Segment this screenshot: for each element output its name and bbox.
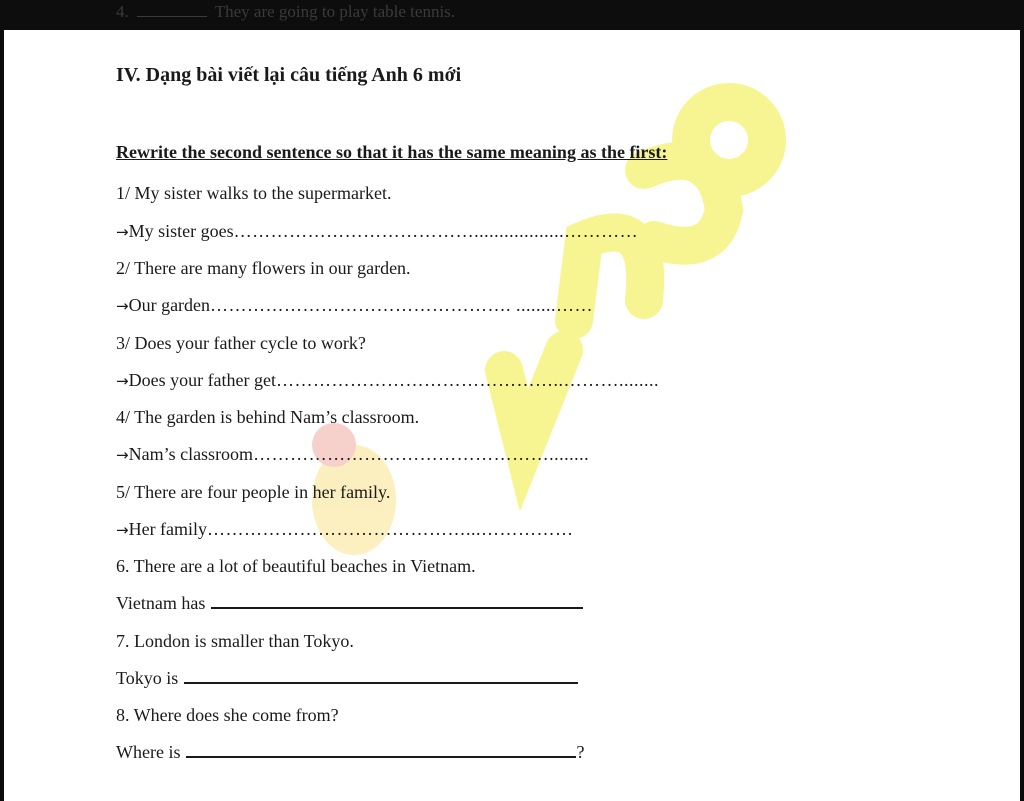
exercise-5-answer: [116, 518, 574, 541]
previous-exercise-blank: [137, 16, 207, 17]
page-heading: IV. Dạng bài viết lại câu tiếng Anh 6 mới: [116, 64, 462, 86]
previous-exercise-sentence: They are going to play table tennis.: [214, 2, 456, 21]
worksheet-page: [4, 30, 1020, 801]
exercise-7-blank: [184, 668, 578, 684]
exercise-2-prompt: 2/ There are many flowers in our garden.: [116, 258, 411, 278]
exercise-8-blank: [186, 742, 576, 758]
exercise-4-answer-start: Nam’s classroom: [128, 444, 254, 464]
exercise-7-prompt: 7. London is smaller than Tokyo.: [116, 631, 354, 651]
arrow-icon: →: [116, 297, 129, 315]
exercise-5-answer-start: Her family: [128, 519, 208, 539]
arrow-icon: →: [116, 372, 129, 390]
exercise-2-answer-start: Our garden: [128, 295, 211, 315]
exercise-8-answer-start: Where is: [116, 742, 181, 762]
exercise-4-dots: …………………………………………........: [253, 444, 590, 464]
exercise-6-blank: [211, 593, 583, 609]
exercise-2-answer: [116, 294, 593, 317]
previous-exercise-line: [116, 2, 455, 22]
exercise-6-answer: [116, 592, 583, 614]
previous-exercise-number: 4.: [116, 2, 129, 21]
exercise-8-answer: [116, 741, 584, 763]
exercise-1-answer-start: My sister goes: [128, 221, 234, 241]
exercise-3-prompt: 3/ Does your father cycle to work?: [116, 333, 366, 353]
arrow-icon: →: [116, 521, 129, 539]
exercise-1-prompt: 1/ My sister walks to the supermarket.: [116, 183, 392, 203]
arrow-icon: →: [116, 446, 129, 464]
exercise-8-ending: ?: [576, 742, 585, 762]
exercise-4-answer: [116, 443, 589, 466]
exercise-4-prompt: 4/ The garden is behind Nam’s classroom.: [116, 407, 420, 427]
exercise-3-answer: [116, 369, 659, 392]
exercise-7-answer-start: Tokyo is: [116, 668, 179, 688]
exercise-3-dots: ………………………………………..………........: [276, 370, 660, 390]
previous-page-strip: [0, 0, 1024, 30]
exercise-6-answer-start: Vietnam has: [116, 593, 206, 613]
exercise-3-answer-start: Does your father get: [128, 370, 277, 390]
exercise-7-answer: [116, 667, 578, 689]
exercise-5-dots: ……………………………………...……………: [207, 519, 574, 539]
exercise-1-dots: …………………………………..................…………: [233, 221, 639, 241]
exercise-6-prompt: 6. There are a lot of beautiful beaches in Vietnam.: [116, 556, 476, 576]
exercise-8-prompt: 8. Where does she come from?: [116, 705, 339, 725]
exercise-2-dots: …………………………………………. ........……: [210, 295, 594, 315]
arrow-icon: →: [116, 223, 129, 241]
exercise-5-prompt: 5/ There are four people in her family.: [116, 482, 391, 502]
exercise-1-answer: [116, 220, 638, 243]
instruction-text: Rewrite the second sentence so that it has the same meaning as the first:: [116, 142, 668, 162]
